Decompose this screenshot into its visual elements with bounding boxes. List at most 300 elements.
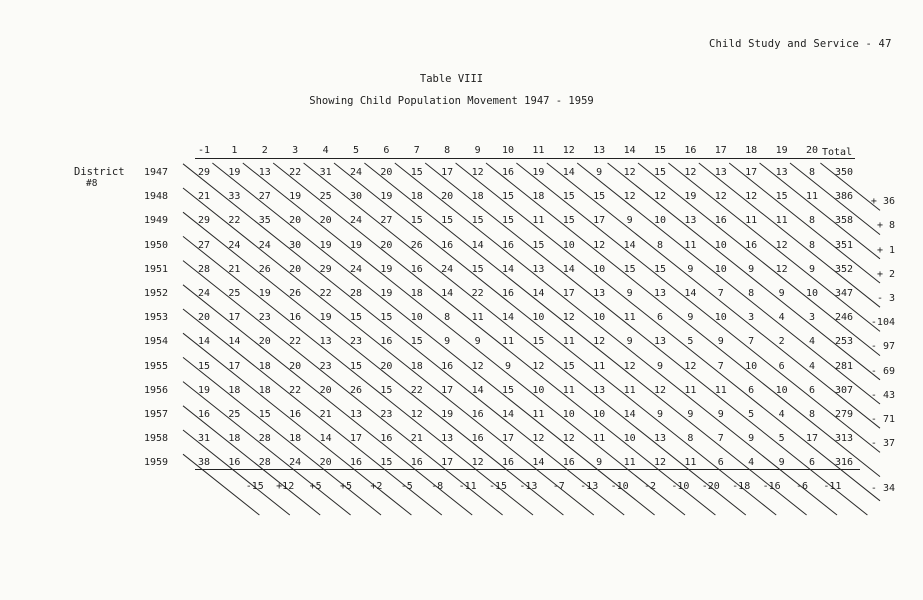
table-cell: 19: [684, 191, 697, 203]
diagonal-difference: -5: [400, 481, 413, 492]
diagonal-difference: -2: [643, 481, 657, 492]
table-cell: 28: [197, 263, 211, 275]
table-cell: 24: [228, 239, 241, 251]
table-cell: 19: [228, 167, 241, 178]
table-cell: 20: [380, 239, 393, 251]
table-cell: 13: [441, 433, 454, 445]
table-cell: 6: [656, 312, 664, 324]
table-cell: 12: [653, 191, 667, 203]
table-cell: 10: [410, 312, 423, 324]
grade-header: 18: [745, 145, 758, 156]
table-cell: 18: [228, 433, 241, 445]
table-cell: 24: [349, 215, 363, 227]
table-cell: 4: [778, 312, 785, 324]
row-total: 253: [835, 336, 854, 348]
table-cell: 20: [441, 191, 454, 203]
table-cell: 10: [562, 409, 575, 420]
table-cell: 12: [623, 360, 636, 372]
table-cell: 17: [441, 457, 454, 469]
table-cell: 27: [258, 191, 271, 203]
table-cell: 30: [289, 239, 302, 251]
table-cell: 4: [808, 336, 816, 348]
table-cell: 8: [748, 288, 755, 299]
grade-header: 17: [714, 145, 727, 156]
diagonal-difference: -15: [488, 481, 508, 492]
row-total: 352: [835, 263, 854, 275]
table-cell: 9: [748, 263, 755, 275]
table-cell: 20: [319, 215, 332, 227]
table-cell: 7: [717, 433, 724, 445]
table-cell: 13: [653, 288, 667, 299]
table-cell: 18: [228, 384, 241, 396]
table-cell: 27: [380, 215, 393, 227]
diagonal-difference: -10: [610, 481, 629, 492]
table-cell: 5: [778, 433, 785, 445]
table-cell: 10: [562, 239, 575, 251]
year-label: 1955: [144, 360, 169, 372]
table-cell: 28: [258, 457, 271, 469]
year-label: 1948: [144, 191, 169, 203]
diagonal-difference: -11: [823, 481, 842, 492]
table-cell: 16: [380, 433, 393, 445]
table-cell: 12: [745, 191, 758, 203]
table-cell: 18: [410, 288, 423, 299]
table-cell: 18: [471, 191, 484, 203]
table-subtitle: Showing Child Population Movement 1947 - 1959: [309, 95, 594, 107]
district-number: #8: [86, 178, 98, 189]
row-change: - 37: [870, 438, 895, 450]
table-cell: 16: [501, 288, 515, 299]
table-cell: 22: [289, 384, 302, 396]
table-cell: 35: [258, 215, 271, 227]
table-cell: 15: [501, 384, 515, 396]
table-cell: 14: [441, 288, 454, 299]
table-cell: 24: [258, 239, 271, 251]
table-cell: 25: [319, 191, 332, 203]
table-cell: 6: [717, 457, 724, 469]
table-cell: 12: [623, 167, 636, 178]
table-cell: 14: [501, 409, 515, 420]
table-cell: 9: [626, 288, 633, 299]
table-cell: 15: [349, 360, 363, 372]
table-cell: 14: [471, 384, 484, 396]
table-cell: 21: [319, 409, 332, 420]
table-cell: 12: [410, 409, 423, 420]
table-cell: 15: [380, 384, 393, 396]
table-cell: 15: [653, 263, 667, 275]
table-cell: 17: [562, 288, 575, 299]
year-label: 1957: [144, 409, 169, 420]
table-cell: 15: [532, 239, 545, 251]
table-bottom-rule: [195, 469, 860, 470]
table-title: Table VIII: [419, 73, 484, 85]
table-cell: 14: [319, 433, 332, 445]
table-cell: 15: [441, 215, 454, 227]
diagonal-difference: -10: [671, 481, 690, 492]
row-change: + 1: [876, 244, 895, 256]
table-cell: 16: [745, 239, 758, 251]
diagonal-difference: -8: [431, 481, 444, 492]
table-cell: 12: [653, 384, 667, 396]
table-cell: 7: [717, 288, 724, 299]
row-total: 358: [835, 215, 854, 227]
table-cell: 9: [474, 336, 481, 348]
table-cell: 21: [197, 191, 211, 203]
diagonal-difference: -13: [519, 481, 538, 492]
diagonal-difference: -11: [458, 481, 477, 492]
table-cell: 22: [289, 167, 302, 178]
table-cell: 17: [805, 433, 819, 445]
table-cell: 19: [532, 167, 545, 178]
table-cell: 16: [471, 409, 484, 420]
table-cell: 10: [653, 215, 667, 227]
table-cell: 17: [593, 215, 606, 227]
table-cell: 22: [319, 288, 332, 299]
table-cell: 12: [471, 167, 484, 178]
year-label: 1953: [144, 312, 169, 324]
table-cell: 11: [593, 360, 606, 372]
table-cell: 16: [501, 167, 515, 178]
table-cell: 15: [471, 215, 484, 227]
table-cell: 23: [349, 336, 363, 348]
row-total: 386: [835, 191, 854, 203]
table-cell: 10: [593, 409, 606, 420]
table-cell: 16: [228, 457, 241, 469]
table-cell: 11: [562, 384, 575, 396]
table-cell: 15: [258, 409, 271, 420]
district-label: District: [74, 166, 125, 178]
table-cell: 16: [471, 433, 484, 445]
table-cell: 14: [623, 409, 636, 420]
year-label: 1956: [144, 384, 169, 396]
table-cell: 8: [687, 433, 694, 445]
table-cell: 10: [805, 288, 819, 299]
table-cell: 7: [748, 336, 755, 348]
table-cell: 13: [714, 167, 727, 178]
table-cell: 4: [808, 360, 816, 372]
table-cell: 9: [656, 409, 664, 420]
table-cell: 15: [410, 336, 423, 348]
total-header: Total: [822, 147, 853, 158]
row-change: - 69: [870, 365, 895, 377]
table-cell: 14: [532, 288, 545, 299]
table-cell: 14: [197, 336, 211, 348]
diagonal-difference: +5: [309, 481, 322, 492]
table-cell: 13: [593, 288, 606, 299]
table-cell: 6: [808, 457, 816, 469]
table-cell: 14: [501, 312, 515, 324]
table-cell: 17: [228, 312, 241, 324]
total-difference: - 34: [870, 483, 895, 494]
table-cell: 19: [197, 384, 211, 396]
table-cell: 24: [289, 457, 302, 469]
table-cell: 20: [197, 312, 211, 324]
table-cell: 26: [258, 263, 271, 275]
table-cell: 26: [349, 384, 363, 396]
table-cell: 16: [714, 215, 727, 227]
table-cell: 12: [653, 457, 667, 469]
diagonal-difference: -16: [762, 481, 781, 492]
table-cell: 12: [593, 239, 606, 251]
table-cell: 16: [501, 457, 515, 469]
table-cell: 10: [775, 384, 788, 396]
table-cell: 11: [623, 384, 636, 396]
grade-header: 8: [444, 145, 451, 156]
table-cell: 9: [748, 433, 755, 445]
table-cell: 20: [380, 167, 393, 178]
table-cell: 16: [380, 336, 393, 348]
table-cell: 15: [775, 191, 788, 203]
table-cell: 12: [593, 336, 606, 348]
row-change: -104: [870, 317, 895, 329]
table-cell: 13: [653, 433, 667, 445]
grade-header: 16: [684, 145, 697, 156]
table-cell: 27: [197, 239, 211, 251]
table-cell: 19: [380, 288, 393, 299]
table-cell: 10: [593, 263, 606, 275]
grade-header: 6: [383, 145, 390, 156]
table-cell: 8: [656, 239, 664, 251]
table-cell: 18: [532, 191, 545, 203]
table-cell: 20: [380, 360, 393, 372]
row-change: - 97: [870, 341, 895, 353]
table-cell: 16: [289, 312, 302, 324]
table-cell: 24: [349, 263, 363, 275]
table-cell: 10: [593, 312, 606, 324]
table-cell: 9: [596, 457, 603, 469]
row-change: - 71: [870, 414, 895, 425]
table-cell: 17: [349, 433, 363, 445]
table-cell: 15: [593, 191, 606, 203]
table-cell: 9: [596, 167, 603, 178]
table-cell: 15: [380, 457, 393, 469]
table-cell: 9: [717, 336, 724, 348]
grade-header: 19: [775, 145, 788, 156]
table-cell: 13: [653, 336, 667, 348]
table-cell: 15: [197, 360, 211, 372]
table-cell: 11: [593, 433, 606, 445]
table-cell: 19: [258, 288, 271, 299]
year-label: 1959: [144, 457, 169, 469]
row-total: 246: [835, 312, 854, 324]
row-total: 350: [835, 167, 854, 178]
table-cell: 16: [410, 457, 423, 469]
year-label: 1951: [144, 263, 169, 275]
table-cell: 9: [717, 409, 724, 420]
row-total: 281: [835, 360, 854, 372]
table-cell: 9: [808, 263, 816, 275]
grade-header: 5: [352, 145, 360, 156]
table-cell: 11: [684, 457, 697, 469]
table-cell: 28: [349, 288, 363, 299]
table-cell: 8: [444, 312, 451, 324]
table-cell: 19: [289, 191, 302, 203]
table-cell: 19: [349, 239, 363, 251]
table-cell: 16: [501, 239, 515, 251]
table-cell: 12: [562, 433, 575, 445]
row-total: 347: [835, 288, 854, 299]
table-cell: 12: [684, 360, 697, 372]
table-cell: 26: [289, 288, 302, 299]
table-cell: 10: [623, 433, 636, 445]
table-cell: 30: [349, 191, 363, 203]
table-cell: 18: [289, 433, 302, 445]
row-change: - 3: [876, 293, 895, 304]
diagonal-line: [456, 163, 880, 501]
table-cell: 10: [745, 360, 758, 372]
diagonal-difference: -15: [245, 481, 264, 492]
diagonal-difference: -20: [701, 481, 720, 492]
year-label: 1950: [144, 239, 169, 251]
row-change: + 2: [876, 268, 895, 280]
diagonal-line: [699, 163, 880, 307]
table-cell: 25: [228, 288, 241, 299]
grade-header: 20: [805, 145, 819, 156]
table-cell: 11: [714, 384, 727, 396]
table-cell: 3: [808, 312, 816, 324]
table-cell: 13: [319, 336, 332, 348]
table-cell: 31: [319, 167, 332, 178]
table-cell: 12: [775, 263, 788, 275]
year-label: 1954: [144, 336, 169, 348]
year-label: 1958: [144, 433, 169, 445]
table-cell: 15: [501, 215, 515, 227]
table-cell: 8: [808, 215, 816, 227]
table-cell: 11: [684, 384, 697, 396]
table-cell: 23: [380, 409, 393, 420]
grade-header: 3: [292, 145, 299, 156]
table-cell: 20: [289, 360, 302, 372]
table-cell: 12: [714, 191, 727, 203]
table-cell: 14: [471, 239, 484, 251]
diagonal-difference: -13: [580, 481, 599, 492]
table-cell: 20: [319, 384, 332, 396]
table-cell: 15: [562, 191, 575, 203]
table-cell: 17: [501, 433, 515, 445]
diagonal-difference: +5: [339, 481, 353, 492]
row-change: - 43: [870, 389, 895, 401]
table-cell: 14: [684, 288, 697, 299]
table-cell: 11: [562, 336, 575, 348]
table-cell: 18: [410, 360, 423, 372]
table-cell: 22: [410, 384, 423, 396]
table-cell: 21: [410, 433, 423, 445]
table-cell: 15: [562, 360, 575, 372]
table-cell: 5: [748, 409, 755, 420]
table-cell: 9: [778, 288, 785, 299]
table-cell: 7: [717, 360, 724, 372]
grade-header: 2: [261, 145, 268, 156]
table-cell: 9: [687, 312, 694, 324]
table-cell: 14: [501, 263, 515, 275]
table-cell: 23: [319, 360, 332, 372]
table-cell: 11: [775, 215, 788, 227]
table-cell: 29: [197, 167, 211, 178]
diagonal-difference: -7: [552, 481, 565, 492]
table-cell: 8: [808, 409, 816, 420]
table-cell: 9: [687, 263, 694, 275]
table-cell: 31: [197, 433, 211, 445]
table-cell: 17: [441, 167, 454, 178]
header-underline: [195, 158, 855, 159]
table-cell: 11: [501, 336, 515, 348]
table-cell: 15: [623, 263, 636, 275]
table-cell: 13: [775, 167, 788, 178]
table-cell: 29: [319, 263, 332, 275]
grade-header: 1: [231, 145, 238, 156]
table-cell: 12: [623, 191, 636, 203]
table-cell: 16: [441, 360, 454, 372]
table-cell: 24: [197, 288, 211, 299]
row-total: 313: [835, 433, 854, 445]
table-cell: 8: [808, 239, 816, 251]
table-cell: 9: [687, 409, 694, 420]
grade-header: 14: [623, 145, 636, 156]
table-cell: 15: [380, 312, 393, 324]
table-cell: 26: [410, 239, 423, 251]
table-cell: 15: [410, 215, 423, 227]
diagonal-difference: +12: [276, 481, 295, 492]
table-cell: 21: [228, 263, 241, 275]
table-cell: 12: [532, 360, 545, 372]
table-cell: 16: [441, 239, 454, 251]
table-cell: 11: [684, 239, 697, 251]
table-cell: 4: [748, 457, 755, 469]
table-cell: 19: [319, 312, 332, 324]
table-cell: 11: [805, 191, 819, 203]
table-cell: 15: [471, 263, 484, 275]
table-cell: 14: [623, 239, 636, 251]
table-cell: 16: [349, 457, 363, 469]
table-cell: 4: [778, 409, 785, 420]
table-cell: 11: [471, 312, 484, 324]
table-cell: 9: [656, 360, 664, 372]
table-cell: 10: [532, 312, 545, 324]
table-cell: 13: [349, 409, 363, 420]
table-cell: 13: [258, 167, 271, 178]
table-cell: 17: [441, 384, 454, 396]
table-cell: 18: [410, 191, 423, 203]
table-cell: 29: [197, 215, 211, 227]
table-cell: 24: [441, 263, 454, 275]
table-cell: 16: [562, 457, 575, 469]
diagonal-difference: +2: [370, 481, 383, 492]
grade-header: 10: [501, 145, 515, 156]
table-cell: 13: [593, 384, 606, 396]
table-cell: 18: [258, 384, 271, 396]
year-label: 1952: [144, 288, 169, 299]
row-change: + 8: [876, 220, 895, 232]
row-total: 307: [835, 384, 854, 396]
table-cell: 12: [471, 360, 484, 372]
grade-header: -1: [197, 145, 211, 156]
table-cell: 8: [808, 167, 816, 178]
row-total: 279: [835, 409, 854, 420]
table-cell: 18: [258, 360, 271, 372]
table-cell: 19: [319, 239, 332, 251]
table-cell: 9: [626, 336, 633, 348]
table-cell: 28: [258, 433, 271, 445]
diagonal-line: [183, 382, 351, 515]
table-cell: 15: [501, 191, 515, 203]
page-header-reference: Child Study and Service - 47: [709, 38, 892, 50]
table-cell: 12: [562, 312, 575, 324]
table-cell: 9: [504, 360, 512, 372]
table-cell: 11: [745, 215, 758, 227]
table-cell: 15: [410, 167, 423, 178]
grade-header: 9: [474, 145, 481, 156]
grade-header: 13: [593, 145, 606, 156]
